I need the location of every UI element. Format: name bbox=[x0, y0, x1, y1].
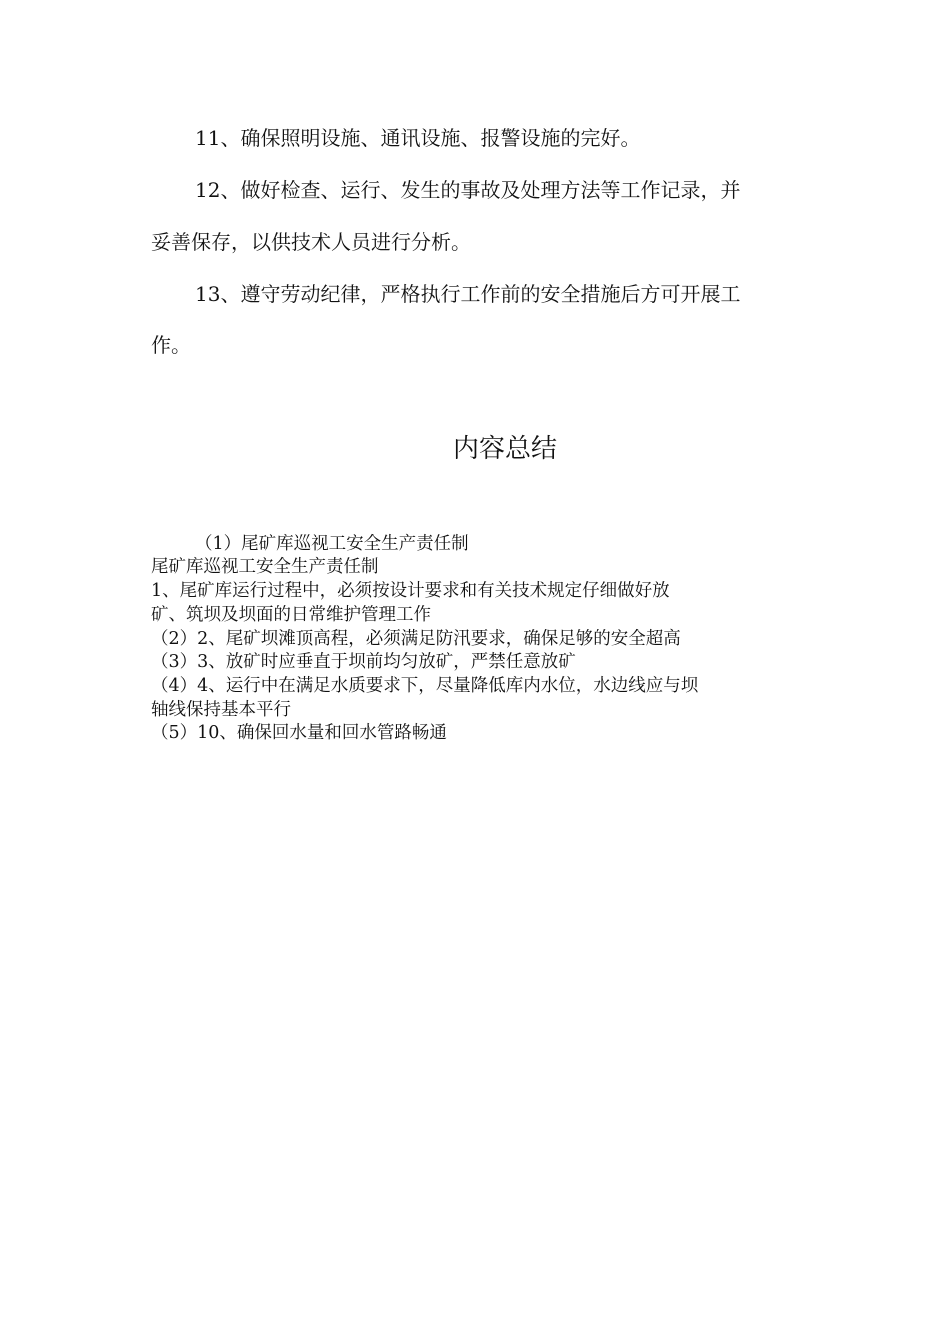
summary-line: （2）2、尾矿坝滩顶高程，必须满足防汛要求，确保足够的安全超高 bbox=[151, 629, 681, 649]
summary-heading: 内容总结 bbox=[452, 434, 557, 464]
summary-line: （1）尾矿库巡视工安全生产责任制 bbox=[195, 534, 469, 554]
summary-line: （4）4、运行中在满足水质要求下，尽量降低库内水位，水边线应与坝 bbox=[151, 676, 699, 696]
paragraph-item-12-line-2: 妥善保存，以供技术人员进行分析。 bbox=[151, 230, 471, 254]
paragraph-item-11: 11、确保照明设施、通讯设施、报警设施的完好。 bbox=[195, 126, 641, 150]
paragraph-item-12-line-1: 12、做好检查、运行、发生的事故及处理方法等工作记录，并 bbox=[195, 178, 741, 202]
summary-line: （5）10、确保回水量和回水管路畅通 bbox=[151, 723, 447, 743]
summary-line: 轴线保持基本平行 bbox=[151, 700, 291, 720]
summary-line: 尾矿库巡视工安全生产责任制 bbox=[151, 557, 379, 577]
summary-line: 1、尾矿库运行过程中，必须按设计要求和有关技术规定仔细做好放 bbox=[151, 581, 670, 601]
summary-line: 矿、筑坝及坝面的日常维护管理工作 bbox=[151, 605, 431, 625]
summary-line: （3）3、放矿时应垂直于坝前均匀放矿，严禁任意放矿 bbox=[151, 652, 576, 672]
paragraph-item-13-line-1: 13、遵守劳动纪律，严格执行工作前的安全措施后方可开展工 bbox=[195, 282, 741, 306]
paragraph-item-13-line-2: 作。 bbox=[151, 333, 191, 357]
